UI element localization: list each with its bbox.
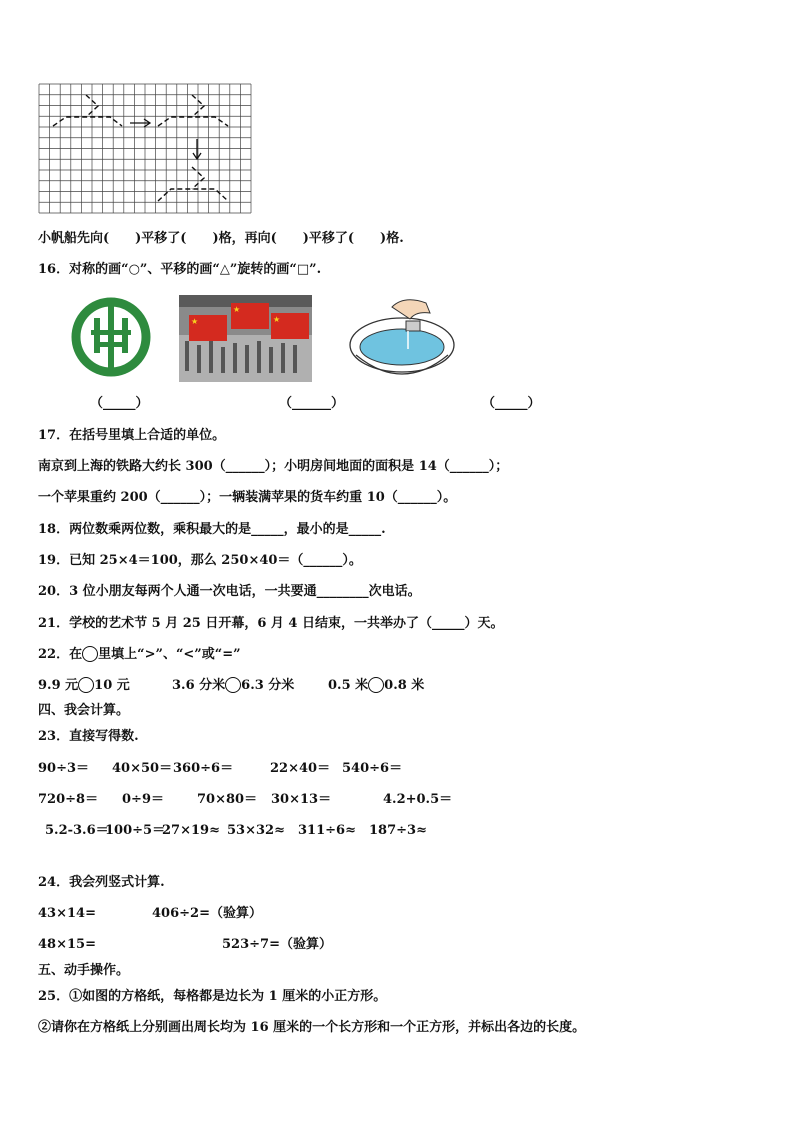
q23-r3-c1: 5.2-3.6＝ bbox=[45, 823, 109, 838]
q23-title: 23．直接写得数. bbox=[38, 729, 139, 744]
q23-r3-c6: 187÷3≈ bbox=[369, 823, 427, 838]
flags-image bbox=[179, 295, 312, 382]
q23-r1-c1: 90÷3＝ bbox=[38, 761, 90, 776]
q23-r3-c4: 53×32≈ bbox=[227, 823, 285, 838]
q19: 19．已知 25×4＝100，那么 250×40＝（______）。 bbox=[38, 553, 362, 568]
svg-text:★: ★ bbox=[191, 317, 199, 326]
q24-item-1: 43×14= bbox=[38, 906, 96, 921]
q22-prompt: 22．在 里填上“>”、“<”或“=” bbox=[38, 647, 241, 662]
q17-line-2: 一个苹果重约 200（______）；一辆装满苹果的货车约重 10（______）。 bbox=[38, 490, 457, 505]
q16-blank-1[interactable]: （_____） bbox=[90, 396, 149, 411]
compare-circle-icon bbox=[82, 646, 98, 662]
q24-item-4: 523÷7=（验算） bbox=[222, 937, 332, 952]
q23-r3-c2: 100÷5＝ bbox=[105, 823, 166, 838]
q23-r1-c5: 540÷6＝ bbox=[342, 761, 403, 776]
q20: 20．3 位小朋友每两个人通一次电话，一共要通________次电话。 bbox=[38, 584, 421, 599]
q17-title: 17．在括号里填上合适的单位。 bbox=[38, 428, 226, 443]
q25-part-1: 25．①如图的方格纸，每格都是边长为 1 厘米的小正方形。 bbox=[38, 989, 387, 1004]
q23-r1-c3: 360÷6＝ bbox=[173, 761, 234, 776]
q24-item-3: 48×15= bbox=[38, 937, 96, 952]
q22-item-1: 9.9 元 10 元 bbox=[38, 678, 130, 693]
svg-text:★: ★ bbox=[233, 305, 241, 314]
compare-circle-2[interactable] bbox=[225, 677, 241, 693]
q25-part-2: ②请你在方格纸上分别画出周长均为 16 厘米的一个长方形和一个正方形，并标出各边的长度。 bbox=[38, 1020, 586, 1035]
arrow-right bbox=[130, 119, 150, 127]
boat-shape-3 bbox=[158, 167, 228, 201]
q23-r1-c2: 40×50＝ bbox=[112, 761, 173, 776]
compare-circle-1[interactable] bbox=[78, 677, 94, 693]
q23-r2-c5: 4.2+0.5＝ bbox=[383, 792, 453, 807]
q21: 21．学校的艺术节 5 月 25 日开幕，6 月 4 日结束，一共举办了（_____）天。 bbox=[38, 616, 504, 631]
compare-circle-3[interactable] bbox=[368, 677, 384, 693]
q23-r3-c5: 311÷6≈ bbox=[298, 823, 356, 838]
q16-blank-2[interactable]: （______） bbox=[279, 396, 345, 411]
q16-blank-3[interactable]: （_____） bbox=[482, 396, 541, 411]
q17-line-1: 南京到上海的铁路大约长 300（______）；小明房间地面的面积是 14（______）； bbox=[38, 459, 509, 474]
q18: 18．两位数乘两位数，乘积最大的是_____，最小的是_____. bbox=[38, 522, 386, 537]
q23-r2-c4: 30×13＝ bbox=[271, 792, 332, 807]
q22-item-2: 3.6 分米 6.3 分米 bbox=[172, 678, 295, 693]
q16-prompt: 16．对称的画“○”、平移的画“△”旋转的画“□”. bbox=[38, 262, 322, 277]
q23-r1-c4: 22×40＝ bbox=[270, 761, 331, 776]
q23-r3-c3: 27×19≈ bbox=[162, 823, 220, 838]
section-5-heading: 五、动手操作。 bbox=[38, 963, 130, 978]
boat-shape-2 bbox=[158, 95, 228, 126]
sailboat-grid-figure bbox=[38, 83, 252, 214]
q22-item-3: 0.5 米 0.8 米 bbox=[328, 678, 425, 693]
q24-title: 24．我会列竖式计算. bbox=[38, 875, 165, 890]
section-4-heading: 四、我会计算。 bbox=[38, 703, 130, 718]
q23-r2-c1: 720÷8＝ bbox=[38, 792, 99, 807]
arrow-down bbox=[193, 139, 201, 159]
q23-r2-c3: 70×80＝ bbox=[197, 792, 258, 807]
bank-logo-image bbox=[65, 296, 157, 378]
svg-text:★: ★ bbox=[273, 315, 281, 324]
q24-item-2: 406÷2=（验算） bbox=[152, 906, 262, 921]
faucet-sink-image bbox=[344, 293, 462, 381]
boat-shape-1 bbox=[53, 95, 122, 126]
q23-r2-c2: 0÷9＝ bbox=[122, 792, 164, 807]
q15-caption: 小帆船先向( )平移了( )格，再向( )平移了( )格. bbox=[38, 231, 404, 246]
